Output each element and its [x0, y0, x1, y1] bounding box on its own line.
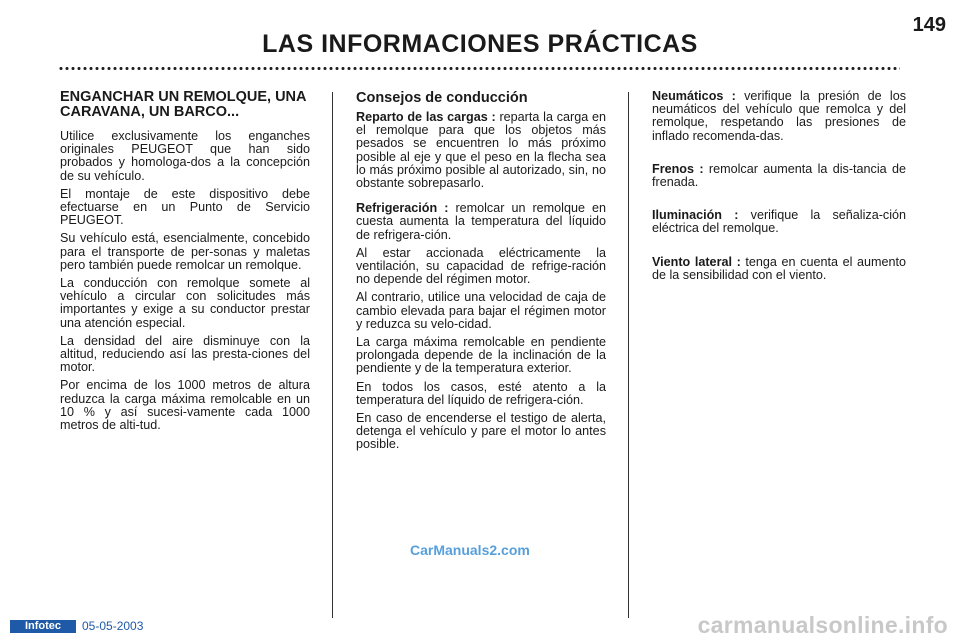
label-tyres: Neumáticos : — [652, 89, 736, 103]
text-load-distribution: reparta la carga en el remolque para que los objetos más pesados se encuentren lo más próximo posible al eje y que el peso en la flecha sea lo más próximo posible al autorizado, sin, no obstante sobrepasarlo. — [356, 110, 607, 191]
paragraph: La densidad del aire disminuye con la altitud, reduciendo así las presta-ciones del motor. — [60, 333, 310, 375]
paragraph-load-distribution — [356, 111, 606, 190]
column-divider-right — [628, 92, 629, 618]
paragraph-cooling — [356, 202, 606, 242]
page-number: 149 — [912, 14, 946, 36]
paragraph: Su vehículo está, esencialmente, concebido para el transporte de per-sonas y maletas pero también puede remolcar un remolque. — [60, 231, 310, 272]
paragraph-tyres — [652, 90, 906, 143]
infotec-logo: Infotec — [10, 620, 76, 633]
paragraph: El montaje de este dispositivo debe efectuarse en un Punto de Servicio PEUGEOT. — [60, 186, 310, 228]
paragraph-lighting — [652, 209, 906, 235]
section-heading-driving-tips: Consejos de conducción — [356, 90, 528, 106]
label-cooling: Refrigeración : — [356, 201, 449, 216]
watermark-carmanualsonline: carmanualsonline.info — [697, 612, 948, 638]
paragraph: En caso de encenderse el testigo de alerta, detenga el vehículo y pare el motor lo antes posible. — [356, 411, 606, 452]
footer-date: 05-05-2003 — [82, 619, 144, 633]
column-divider-left — [332, 92, 333, 618]
paragraph: La conducción con remolque somete al vehículo a circular con solicitudes más importantes y exige a su conductor prestar una atención especial. — [60, 276, 310, 330]
paragraph: Por encima de los 1000 metros de altura reduzca la carga máxima remolcable en un 10 % y así sucesi-vamente cada 1000 metros de alti-tud. — [60, 378, 310, 433]
dotted-divider — [58, 66, 900, 71]
text-brakes: remolcar aumenta la dis-tancia de frenada. — [652, 161, 907, 190]
label-load-distribution: Reparto de las cargas : — [356, 110, 496, 124]
section-heading-trailer: ENGANCHAR UN REMOLQUE, UNA CARAVANA, UN BARCO... — [60, 89, 306, 120]
paragraph: Al estar accionada eléctricamente la ventilación, su capacidad de refrige-ración no depende del régimen motor. — [356, 245, 606, 287]
paragraph: La carga máxima remolcable en pendiente prolongada depende de la inclinación de la pendiente y de la temperatura exterior. — [356, 335, 606, 376]
column-driving-tips — [356, 90, 606, 457]
text-tyres: verifique la presión de los neumáticos del vehículo que remolca y del remolque, respetando las presiones de inflado recomenda-das. — [652, 89, 906, 143]
column-trailer-intro — [60, 90, 310, 437]
text-crosswind: tenga en cuenta el aumento de la sensibilidad con el viento. — [652, 254, 906, 282]
paragraph: Al contrario, utilice una velocidad de caja de cambio elevada para bajar el régimen motor y reduzca su velo-cidad. — [356, 290, 606, 331]
paragraph-crosswind — [652, 256, 906, 282]
page-title: LAS INFORMACIONES PRÁCTICAS — [262, 30, 698, 58]
paragraph-brakes — [652, 163, 906, 189]
watermark-carmanuals: CarManuals2.com — [410, 542, 530, 558]
paragraph: En todos los casos, esté atento a la temperatura del líquido de refrigera-ción. — [356, 379, 606, 407]
label-crosswind: Viento lateral : — [652, 254, 741, 269]
text-lighting: verifique la señaliza-ción eléctrica del remolque. — [652, 208, 907, 236]
label-brakes: Frenos : — [652, 161, 704, 176]
column-checks — [652, 90, 906, 302]
paragraph: Utilice exclusivamente los enganches originales PEUGEOT que han sido probados y homologa-dos a la concepción de su vehículo. — [60, 129, 310, 183]
label-lighting: Iluminación : — [652, 208, 739, 223]
text-cooling: remolcar un remolque en cuesta aumenta la temperatura del líquido de refrigera-ción. — [356, 201, 606, 242]
